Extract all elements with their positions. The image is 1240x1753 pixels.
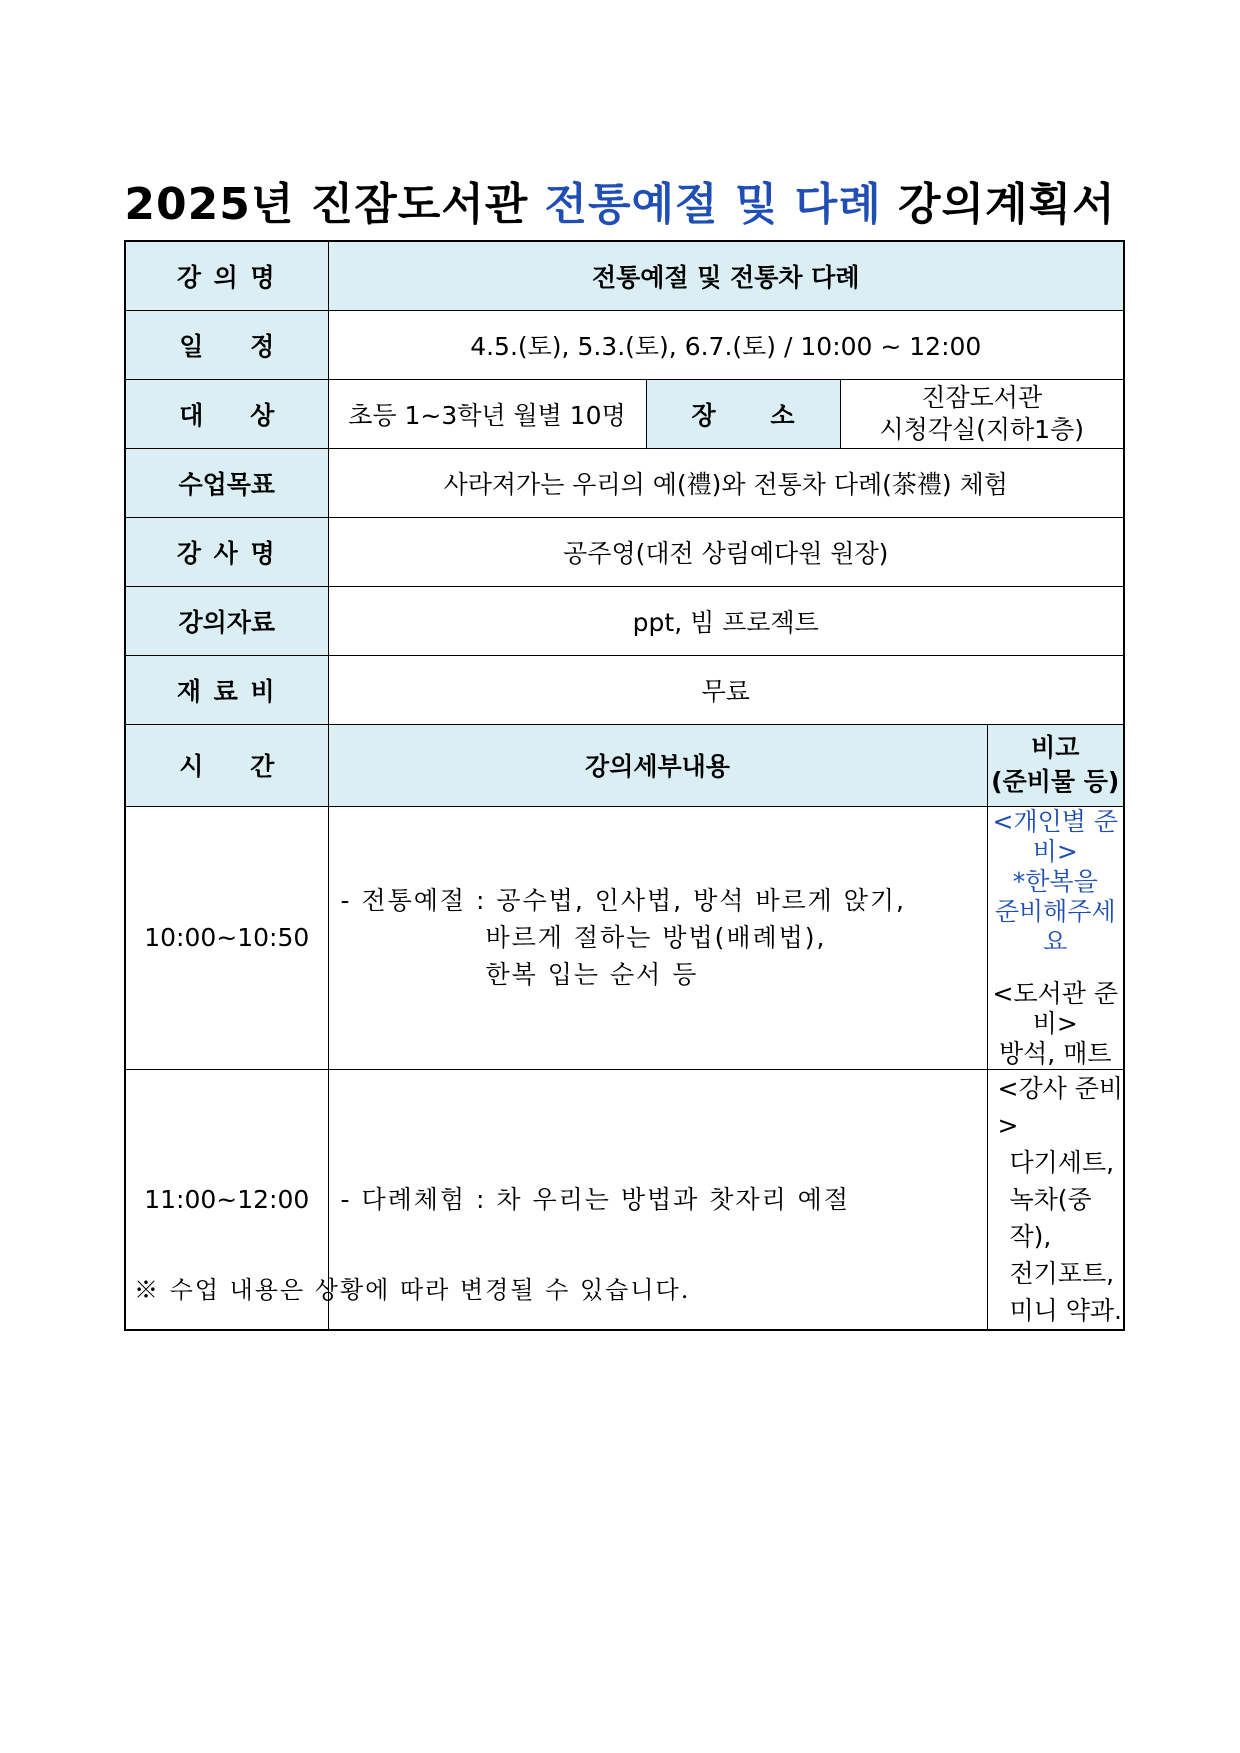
instructor-label: 강 사 명	[125, 517, 328, 586]
title-highlight: 전통예절 및 다례	[544, 179, 882, 230]
place-value	[840, 379, 1124, 448]
place-line2: 시청각실(지하1층)	[879, 414, 1084, 444]
row-fee	[125, 655, 1124, 724]
note-header	[987, 724, 1124, 806]
instructor-prep-title: <강사 준비>	[997, 1073, 1123, 1140]
session-1-content	[328, 806, 987, 1069]
instructor-prep-item-3: 전기포트,	[1009, 1258, 1115, 1288]
note-header-line2: (준비물 등)	[991, 767, 1120, 796]
row-target-place	[125, 379, 1124, 448]
library-prep-title: <도서관 준비>	[992, 978, 1118, 1038]
fee-label: 재 료 비	[125, 655, 328, 724]
materials-value: ppt, 빔 프로젝트	[328, 586, 1124, 655]
personal-prep-line1: *한복을	[1012, 866, 1098, 896]
library-prep-items: 방석, 매트	[999, 1038, 1112, 1068]
session-1-line-2: 바르게 절하는 방법(배례법),	[485, 923, 827, 952]
row-schedule	[125, 310, 1124, 379]
fee-value: 무료	[328, 655, 1124, 724]
instructor-value: 공주영(대전 상림예다원 원장)	[328, 517, 1124, 586]
document-title	[0, 168, 1240, 232]
goal-value: 사라져가는 우리의 예(禮)와 전통차 다례(茶禮) 체험	[328, 448, 1124, 517]
schedule-header-row	[125, 724, 1124, 806]
session-1-line-3: 한복 입는 순서 등	[485, 960, 699, 989]
session-1-time: 10:00~10:50	[125, 806, 328, 1069]
place-label: 장 소	[646, 379, 840, 448]
session-row-1	[125, 806, 1124, 1069]
course-name-value: 전통예절 및 전통차 다례	[328, 241, 1124, 310]
course-name-label: 강 의 명	[125, 241, 328, 310]
content-header: 강의세부내용	[328, 724, 987, 806]
title-prefix: 2025년 진잠도서관	[124, 179, 529, 230]
schedule-label: 일 정	[125, 310, 328, 379]
materials-label: 강의자료	[125, 586, 328, 655]
lecture-plan-table	[124, 240, 1125, 1331]
target-value: 초등 1~3학년 월별 10명	[328, 379, 646, 448]
place-line1: 진잠도서관	[921, 382, 1043, 412]
session-2-note	[987, 1069, 1124, 1330]
target-label: 대 상	[125, 379, 328, 448]
row-instructor	[125, 517, 1124, 586]
schedule-value: 4.5.(토), 5.3.(토), 6.7.(토) / 10:00 ~ 12:00	[328, 310, 1124, 379]
instructor-prep-item-1: 다기세트,	[1009, 1147, 1115, 1177]
session-1-note	[987, 806, 1124, 1069]
instructor-prep-item-2: 녹차(중작),	[1009, 1184, 1092, 1251]
instructor-prep-item-4: 미니 약과.	[1009, 1295, 1122, 1325]
note-header-line1: 비고	[1031, 733, 1080, 762]
session-1-line-1: - 전통예절 : 공수법, 인사법, 방석 바르게 앉기,	[340, 886, 906, 915]
row-materials	[125, 586, 1124, 655]
row-goal	[125, 448, 1124, 517]
goal-label: 수업목표	[125, 448, 328, 517]
personal-prep-line2: 준비해주세요	[994, 896, 1116, 956]
title-suffix: 강의계획서	[898, 179, 1116, 230]
session-2-line-1: - 다례체험 : 차 우리는 방법과 찻자리 예절	[340, 1184, 850, 1214]
personal-prep-title: <개인별 준비>	[992, 806, 1118, 866]
row-course-name	[125, 241, 1124, 310]
time-header: 시 간	[125, 724, 328, 806]
footer-note: ※ 수업 내용은 상황에 따라 변경될 수 있습니다.	[134, 1276, 691, 1304]
session-2-time: 11:00~12:00	[125, 1069, 328, 1330]
